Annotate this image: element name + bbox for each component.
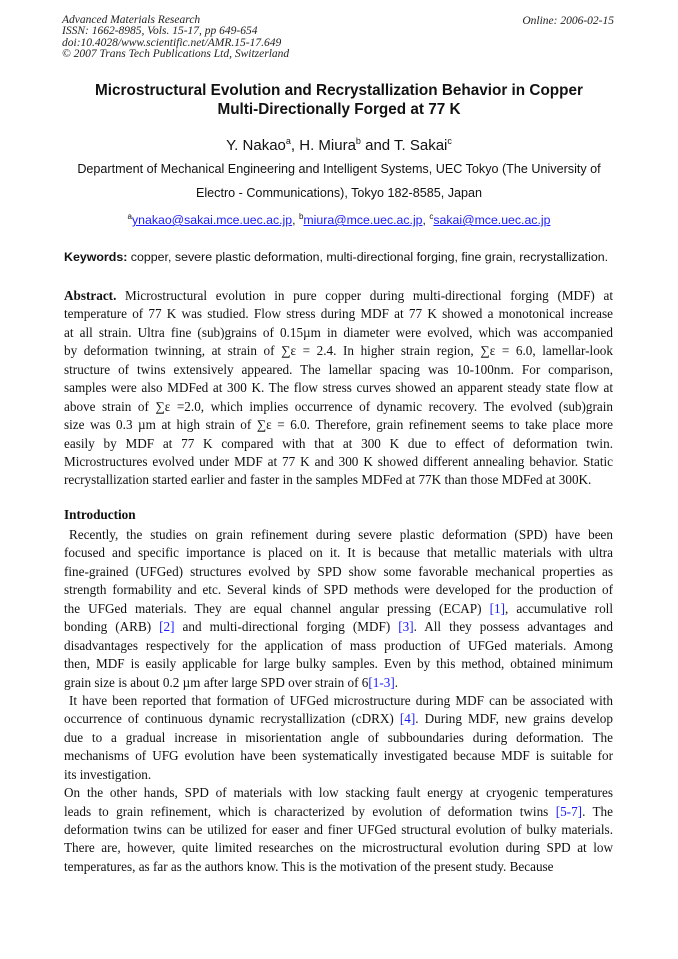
text-segment: . During MDF, new grains develop [415, 711, 613, 727]
text-line [64, 361, 613, 379]
text-segment: deformation twins can be utilized for easer and finer UFGed structural evolution of bulky materials. [64, 822, 613, 837]
text-segment: focused and specific importance is placed on it. It is because that metallic materials with ultra [64, 545, 613, 561]
text-segment: samples were also MDFed at 300 K. The flow stress curves showed an apparent steady state flow at [64, 380, 613, 396]
author-affiliation-mark: c [447, 136, 452, 146]
text-line [64, 581, 613, 599]
text-line [64, 637, 613, 655]
text-segment: mechanisms of UFG evolution have been systematically investigated because MDF is suitable for [64, 748, 613, 764]
text-segment: by deformation twinning, at strain of ∑ε = 2.4. In higher strain region, ∑ε = 6.0, lamellar-look [64, 343, 613, 359]
emails [0, 212, 678, 227]
citation-link[interactable]: [5-7] [555, 803, 583, 819]
title-line: Multi-Directionally Forged at 77 K [217, 100, 461, 118]
text-segment: temperatures, as far as the authors know. This is the motivation of the present study. Because [64, 858, 554, 874]
text-segment: . [394, 674, 399, 690]
text-segment: On the other hands, SPD of materials with low stacking fault energy at cryogenic temperatures [64, 785, 613, 801]
email-link[interactable]: sakai@mce.uec.ac.jp [433, 213, 551, 228]
text-line [64, 803, 613, 821]
citation-link[interactable]: [4] [399, 711, 416, 727]
keywords-text: copper, severe plastic deformation, multi-directional forging, fine grain, recrystallization. [127, 250, 609, 264]
title-line: Microstructural Evolution and Recrystallization Behavior in Copper [95, 82, 583, 99]
text-line [64, 766, 613, 784]
text-line [64, 398, 613, 416]
author-name: T. Sakai [394, 137, 448, 154]
citation-link[interactable]: [3] [398, 619, 414, 635]
text-segment: occurrence of continuous dynamic recrystallization (cDRX) [64, 711, 400, 727]
citation-link[interactable]: [1-3] [368, 674, 395, 690]
doi: doi:10.4028/www.scientific.net/AMR.15-17.649 [62, 36, 282, 49]
affiliation-line: Electro - Communications), Tokyo 182-8585, Japan [195, 186, 483, 200]
introduction-body [64, 526, 613, 876]
text-line [64, 784, 613, 802]
text-line [64, 435, 613, 453]
text-segment: Microstructures evolved under MDF at 77 K and 300 K showed different annealing behavior. Static [64, 453, 613, 469]
text-segment: . All they possess advantages and [413, 619, 614, 635]
text-segment: , accumulative roll [504, 600, 613, 616]
author-separator: and [360, 137, 395, 154]
abstract-label: Abstract. [64, 288, 117, 303]
email-link[interactable]: miura@mce.uec.ac.jp [303, 213, 423, 228]
text-segment: size was 0.3 µm at high strain of ∑ε = 6.0. Therefore, grain refinement seems to take place more [64, 417, 613, 433]
text-line [64, 416, 613, 434]
keywords [64, 250, 608, 264]
issn: ISSN: 1662-8985, Vols. 15-17, pp 649-654 [62, 25, 258, 38]
text-segment: disadvantages respectively for the application of mass production of UFGed materials. Among [64, 637, 613, 653]
text-line [64, 526, 613, 544]
text-line [64, 747, 613, 765]
text-segment: It have been reported that formation of UFGed microstructure during MDF can be associated with [69, 692, 613, 708]
text-line [64, 821, 613, 839]
author-name: Y. Nakao [226, 137, 286, 154]
citation-link[interactable]: [1] [489, 600, 505, 616]
copyright: © 2007 Trans Tech Publications Ltd, Switzerland [62, 48, 290, 61]
text-segment: Microstructural evolution in pure copper during multi-directional forging (MDF) at [116, 288, 613, 303]
text-segment: strength formability and etc. Several kinds of SPD methods were developed for the production of [64, 582, 613, 598]
text-segment: at all strain. Ultra fine (sub)grains of 0.15µm in diameter were evolved, which was accompanied [64, 324, 613, 340]
text-line [64, 342, 613, 360]
text-segment: . The [582, 803, 613, 819]
text-line [64, 471, 613, 489]
text-line [64, 692, 613, 710]
text-line [64, 379, 613, 397]
author-separator: , [290, 137, 300, 154]
authors [0, 136, 678, 154]
paper-title [0, 82, 678, 119]
text-segment: due to a gradual increase in misorientation angle of subboundaries during deformation. The [64, 729, 613, 745]
text-segment: fine-grained (UFGed) structures evolved by SPD show some favorable mechanical properties as [64, 563, 613, 579]
text-line [64, 453, 613, 471]
text-line [64, 544, 613, 562]
text-segment: grain size is about 0.2 µm after large SPD over strain of 6 [64, 674, 369, 690]
affiliation-line: Department of Mechanical Engineering and Intelligent Systems, UEC Tokyo (The University of [77, 162, 601, 176]
author-affiliation-mark: a [285, 136, 291, 146]
text-segment: bonding (ARB) [64, 619, 160, 635]
text-line [64, 655, 613, 673]
journal-header [62, 15, 289, 61]
abstract [64, 287, 613, 490]
text-line [64, 729, 613, 747]
text-segment: and multi-directional forging (MDF) [174, 619, 399, 635]
keywords-label: Keywords: [64, 250, 128, 264]
text-line [64, 618, 613, 636]
text-line [64, 305, 613, 323]
text-line [64, 324, 613, 342]
email-mark: b [298, 212, 304, 221]
text-segment: leads to grain refinement, which is characterized by evolution of deformation twins [64, 803, 556, 819]
email-separator: , [422, 213, 430, 228]
email-link[interactable]: ynakao@sakai.mce.uec.ac.jp [132, 213, 293, 228]
text-segment: Recently, the studies on grain refinement during severe plastic deformation (SPD) have been [69, 527, 613, 542]
email-separator: , [292, 213, 299, 228]
author-name: H. Miura [299, 137, 356, 154]
email-mark: a [127, 212, 132, 221]
text-segment: above strain of ∑ε =2.0, which implies occurrence of dynamic recovery. The evolved (sub)grain [64, 398, 613, 414]
text-line [64, 563, 613, 581]
text-segment: recrystallization started earlier and faster in the samples MDFed at 77K than those MDFed at 300K. [64, 472, 592, 488]
author-affiliation-mark: b [355, 136, 361, 146]
text-segment: the UFGed materials. They are equal channel angular pressing (ECAP) [64, 600, 490, 616]
email-mark: c [429, 212, 434, 221]
text-line [64, 674, 613, 692]
text-segment: easily by MDF at 77 K compared with that at 300 K due to effect of deformation twin. [64, 435, 613, 451]
text-segment: then, MDF is easily applicable for large bulky samples. Even by this method, obtained minimum [64, 656, 613, 672]
text-segment: its investigation. [64, 766, 152, 782]
text-line [64, 710, 613, 728]
text-segment: structure of twins extensively appeared. The lamellar spacing was 10-100nm. For comparison, [64, 361, 613, 377]
text-segment: There are, however, quite limited researches on the microstructural evolution during SPD at low [64, 840, 613, 856]
section-heading-introduction: Introduction [64, 507, 136, 522]
text-line [64, 839, 613, 857]
journal-name: Advanced Materials Research [62, 14, 201, 26]
text-line [64, 287, 613, 305]
citation-link[interactable]: [2] [159, 619, 175, 635]
text-segment: temperature of 77 K was studied. Flow stress during MDF at 77 K showed a monotonical increase [64, 306, 613, 322]
online-date: Online: 2006-02-15 [522, 15, 614, 27]
text-line [64, 600, 613, 618]
text-line [64, 858, 613, 876]
